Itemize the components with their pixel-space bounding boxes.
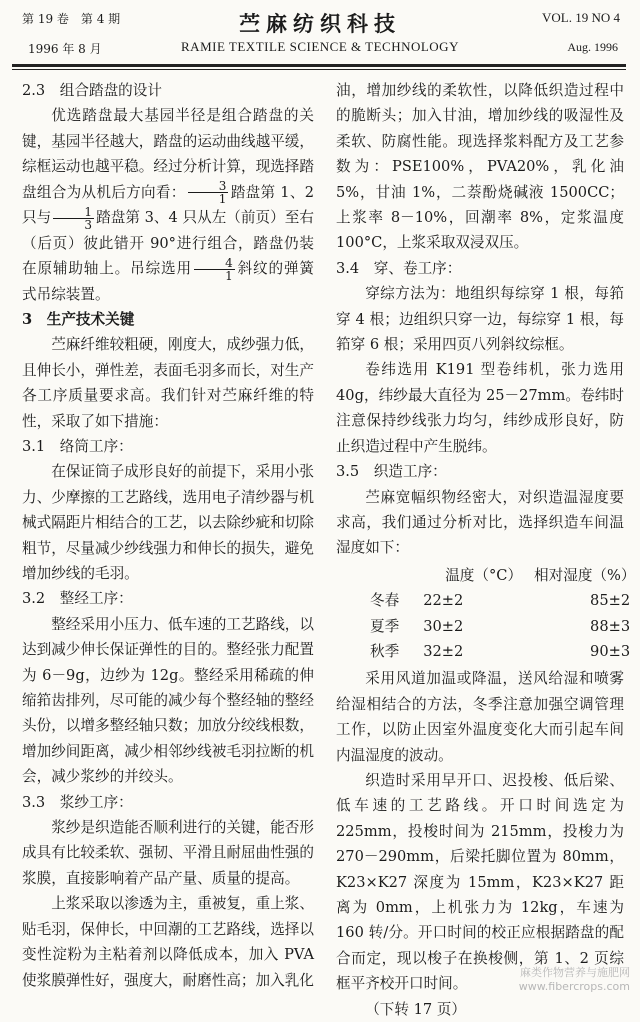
table-header-temp: 温度（°C）	[445, 566, 523, 584]
table-header-cell	[364, 563, 405, 588]
fraction-numerator: 3	[188, 180, 229, 193]
left-column	[22, 78, 314, 989]
table-header-row	[364, 563, 640, 588]
climate-table	[364, 563, 640, 665]
section-heading: 2.3 组合踏盘的设计	[22, 82, 162, 99]
fraction-denominator: 3	[84, 217, 93, 232]
table-row	[364, 614, 640, 639]
site-watermark	[519, 966, 630, 994]
paragraph-text: 踏盘第 3、4 只从左（前页）至右（后页）彼此错开 90°进行组合，踏盘仍装在原辅助轴上。吊综选用	[22, 209, 314, 278]
section-heading: 3 生产技术关键	[22, 310, 135, 328]
paragraph-text: 斜纹的弹簧式吊综装置。	[22, 260, 314, 303]
paragraph-text: 踏盘第 1、2 只与	[22, 183, 314, 227]
watermark-url: www.fibercrops.com	[518, 980, 630, 993]
section-heading: 3.1 络筒工序：	[22, 437, 133, 455]
watermark-line: 麻类作物营养与施肥网	[520, 966, 630, 979]
temp-cell: 30±2	[423, 617, 464, 635]
issue-volume-en: VOL. 19 NO 4	[542, 10, 620, 25]
paragraph: 在保证筒子成形良好的前提下，采用小张力、少摩擦的工艺路线，选用电子清纱器与机械式隔距片相结合的工艺，以去除纱疵和切除粗节，尽量减少纱线强力和伸长的损失，避免增加纱线的毛羽。	[22, 463, 314, 582]
fraction	[188, 180, 229, 205]
page-header	[0, 0, 640, 72]
continued-note: （下转 17 页）	[365, 1000, 467, 1018]
season-cell: 冬春	[370, 592, 400, 610]
fraction	[53, 206, 94, 231]
paragraph: 浆纱是织造能否顺利进行的关键，能否形成具有比较柔软、强韧、平滑且耐屈曲性强的浆膜，直接影响着产品产量、质量的提高。	[22, 819, 314, 887]
paragraph: 采用风道加温或降温，送风给湿和喷雾给湿相结合的方法，冬季注意加强空调管理工作，以防止因室外温度变化大而引起车间内温湿度的波动。	[336, 670, 624, 764]
paragraph: 上浆采取以渗透为主，重被复，重上浆、贴毛羽，保伸长，中回潮的工艺路线，选择以变性淀粉为主粘着剂以降低成本，加入 PVA 使浆膜弹性好，强度大，耐磨性高；加入乳化	[22, 895, 314, 989]
paragraph: 织造时采用早开口、迟投梭、低后梁、低车速的工艺路线。开口时间选定为 225mm，投梭时间为 215mm，投梭力为 270－290mm，后梁托脚位置为 80mm，K23×K27 深度为 15mm，K23×K27 距离为 0mm，上机张力为 12kg，车速为 160 转/分。开口时间的校正应根据踏盘的配合而定，现以梭子在换梭侧，第 1、2 页综框平齐校开口时间。	[336, 771, 624, 993]
paragraph-text: 优选踏盘最大基园半径是组合踏盘的关键，基园半径越大，踏盘的运动曲线越平缓，综框运动也越平稳。经过分析计算，现选择踏盘组合为从机后方向看：	[22, 107, 314, 201]
fraction-denominator: 1	[218, 192, 227, 207]
section-heading: 3.4 穿、卷工序：	[336, 259, 462, 277]
paragraph: 苎麻纤维较粗硬，刚度大，成纱强力低，且伸长小，弹性差，表面毛羽多而长，对生产各工序质量要求高。我们针对苎麻纤维的特性，采取了如下措施：	[22, 336, 314, 430]
paragraph: 整经采用小压力、低车速的工艺路线，以达到减少伸长保证弹性的目的。整经张力配置为 6－9g，边纱为 12g。整经采用稀疏的伸缩筘齿排列，尽可能的减少每个整经轴的整经头份，以增多整经轴只数；加放分绞线根数，增加纱间距离，减少相邻纱线被毛羽拉断的机会，减少浆纱的并绞头。	[22, 615, 314, 786]
issue-volume: 第 19 卷 第 4 期	[22, 12, 121, 26]
fraction	[194, 257, 235, 282]
journal-subtitle: RAMIE TEXTILE SCIENCE & TECHNOLOGY	[181, 39, 459, 54]
section-heading: 3.2 整经工序：	[22, 590, 133, 608]
paragraph: 油，增加纱线的柔软性，以降低织造过程中的脆断头；加入甘油，增加纱线的吸湿性及柔软、防腐性能。现选择浆料配方及工艺参数为：PSE100%，PVA20%，乳化油 5%，甘油 1%，二萘酚烧碱液 1500CC；上浆率 8－10%，回潮率 8%，定浆温度 100°C，上浆采取双浸双压。	[336, 82, 624, 252]
humidity-cell: 85±2	[590, 592, 631, 610]
temp-cell: 32±2	[423, 642, 464, 660]
fraction-numerator: 1	[53, 206, 94, 219]
paragraph: 苎麻宽幅织物经密大，对织造温湿度要求高，我们通过分析对比，选择织造车间温湿度如下：	[336, 488, 624, 557]
header-rule-thin	[12, 69, 626, 70]
issue-date: 1996 年 8 月	[28, 42, 102, 56]
issue-date-en: Aug. 1996	[567, 40, 618, 54]
season-cell: 秋季	[370, 642, 400, 660]
section-heading: 3.5 织造工序：	[336, 463, 447, 481]
table-row	[364, 588, 640, 613]
paragraph: 穿综方法为：地组织每综穿 1 根，每筘穿 4 根；边组织只穿一边，每综穿 1 根，每筘穿 6 根；采用四页八列斜纹综框。	[336, 285, 624, 354]
humidity-cell: 88±3	[590, 617, 631, 635]
table-header-humidity: 相对湿度（%）	[534, 566, 636, 584]
header-rule-thick	[12, 64, 626, 67]
table-row	[364, 639, 640, 664]
journal-title: 苎麻纺织科技	[239, 11, 401, 36]
paragraph: 卷纬选用 K191 型卷纬机，张力选用 40g，纬纱最大直径为 25－27mm。卷纬时注意保持纱线张力均匀，纬纱成形良好，防止织造过程中产生脱纬。	[336, 361, 624, 455]
fraction-denominator: 1	[225, 268, 233, 283]
temp-cell: 22±2	[423, 592, 464, 610]
fraction-numerator: 4	[194, 257, 235, 270]
paragraph	[22, 103, 314, 307]
section-heading: 3.3 浆纱工序：	[22, 793, 133, 811]
season-cell: 夏季	[370, 617, 400, 635]
humidity-cell: 90±3	[590, 642, 631, 660]
